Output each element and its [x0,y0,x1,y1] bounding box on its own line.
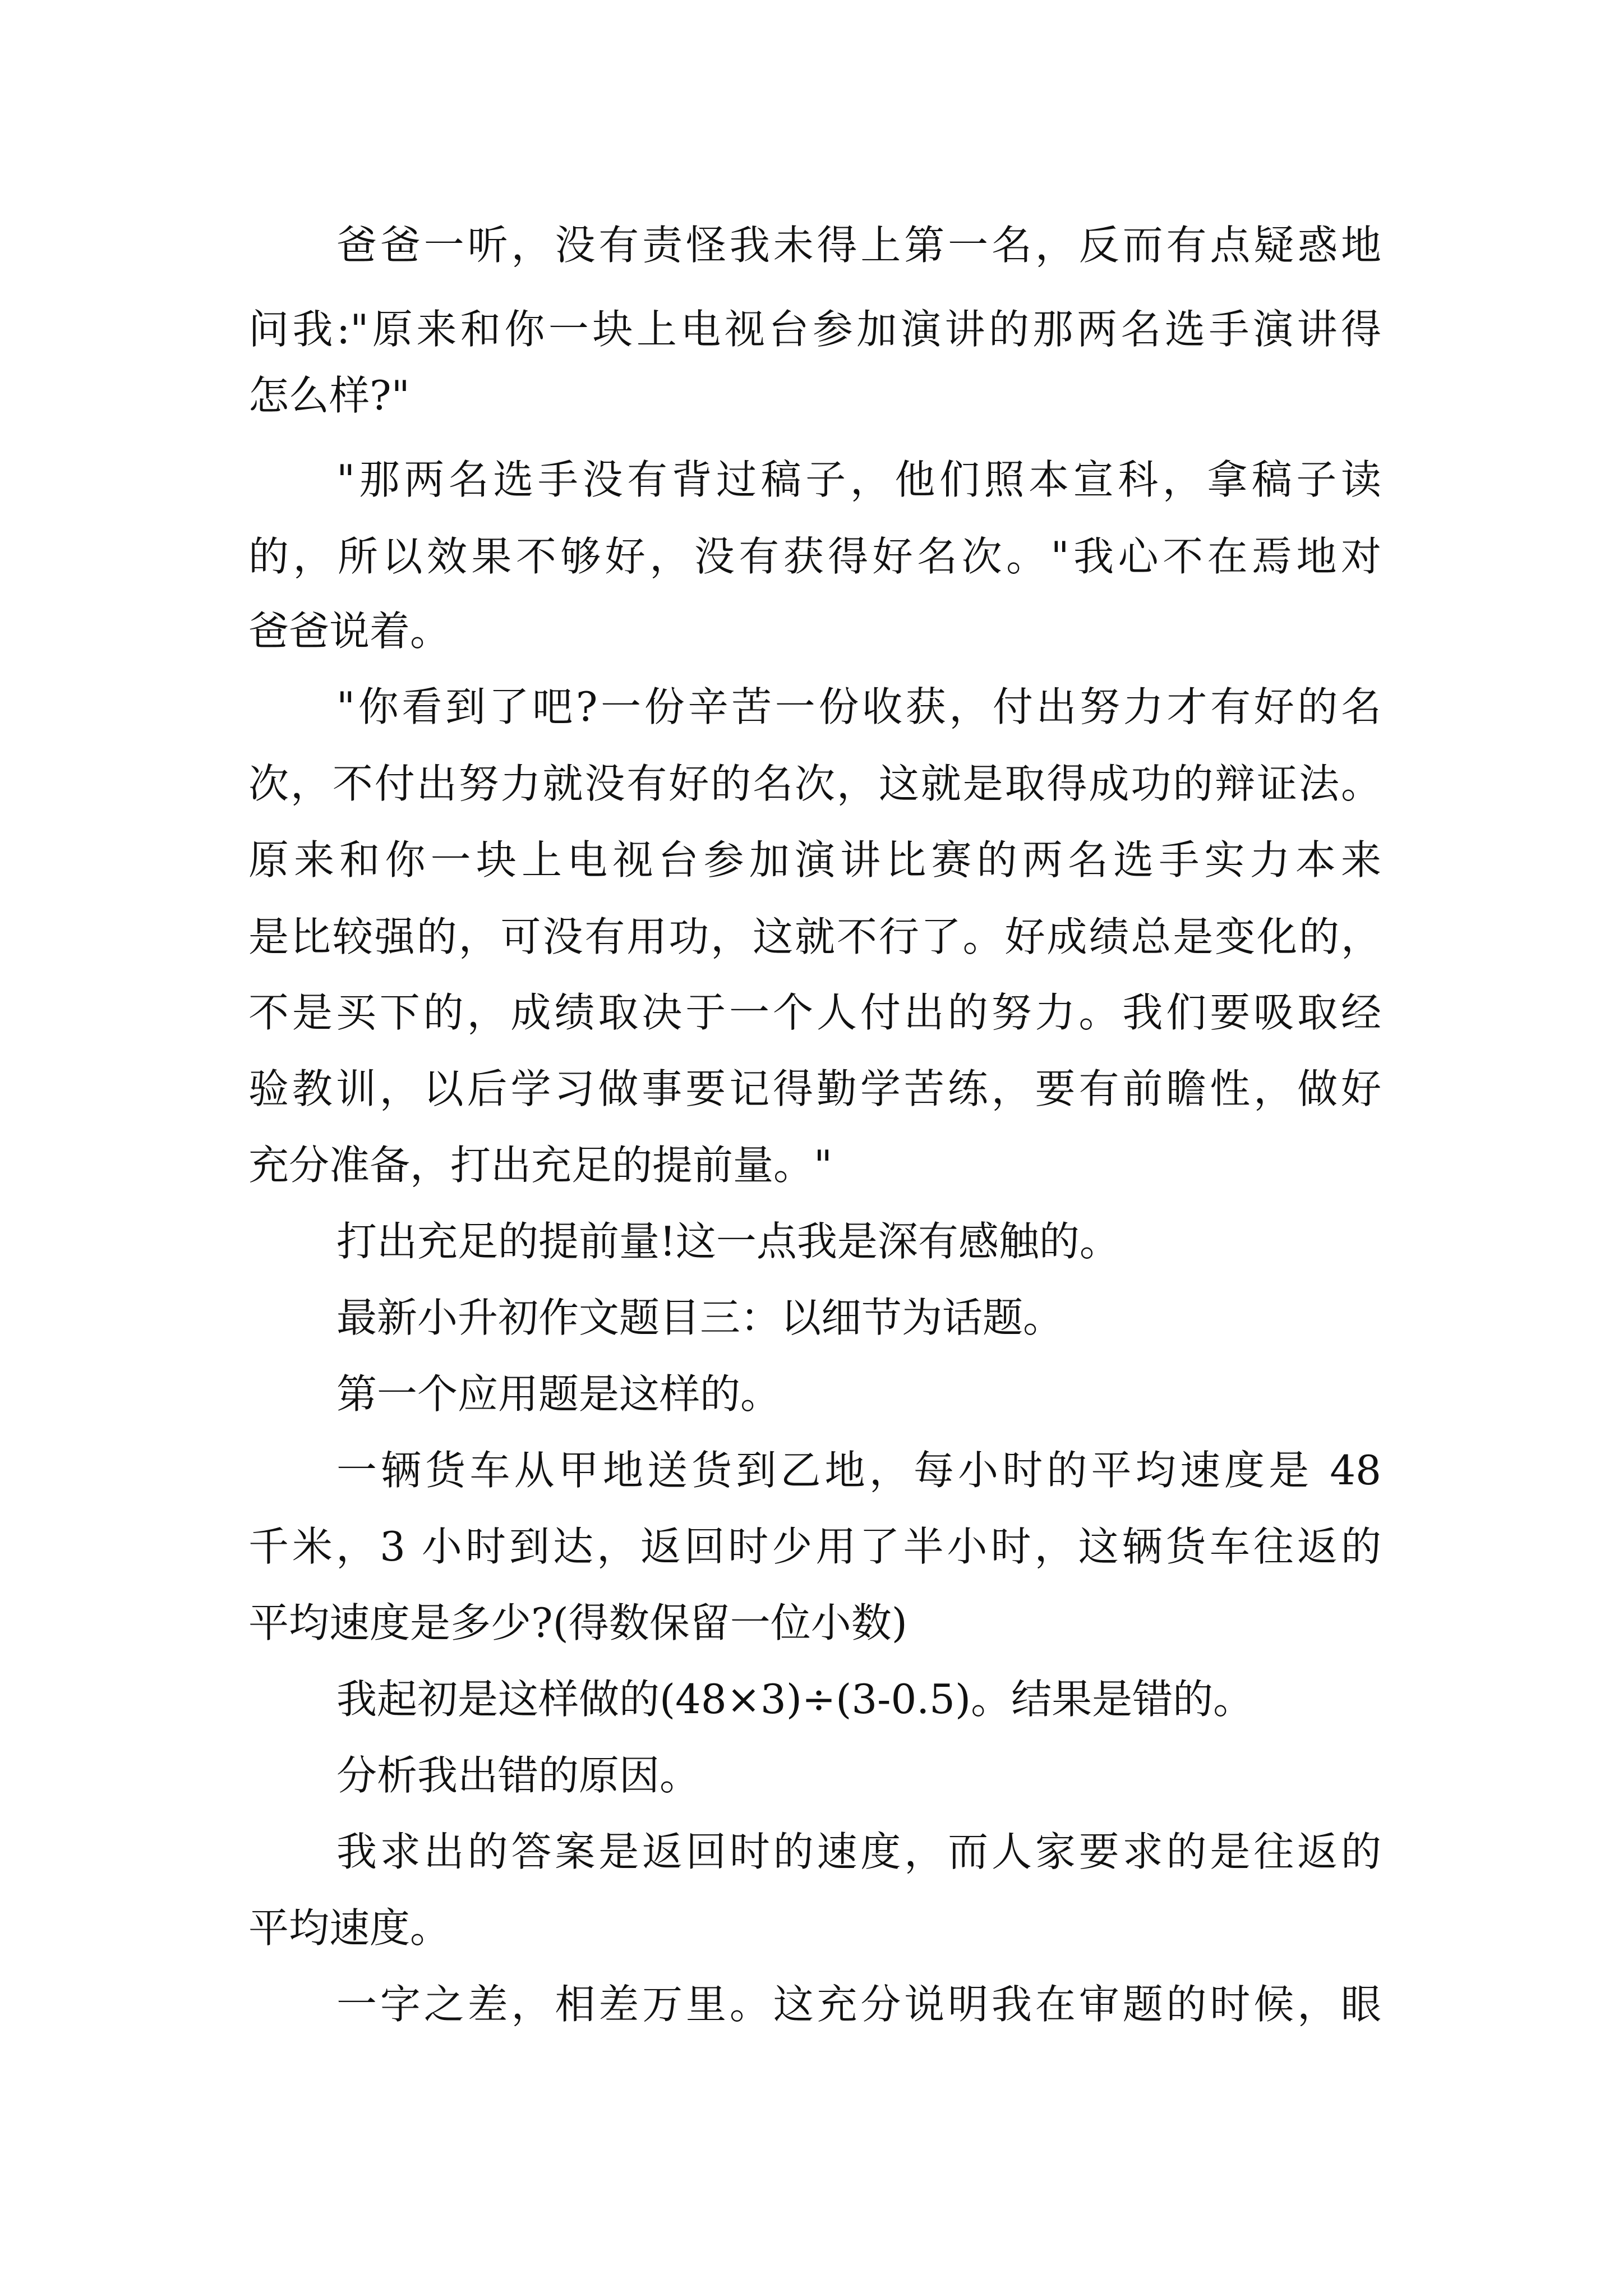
text-line: 是比较强的，可没有用功，这就不行了。好成绩总是变化的， [248,913,1381,960]
text-line: 我求出的答案是返回时的速度，而人家要求的是往返的 [336,1828,1381,1875]
text-line: "你看到了吧?一份辛苦一份收获，付出努力才有好的名 [336,683,1381,730]
text-line: 千米，3 小时到达，返回时少用了半小时，这辆货车往返的 [248,1523,1381,1570]
text-line: 原来和你一块上电视台参加演讲比赛的两名选手实力本来 [248,836,1381,884]
text-line: 第一个应用题是这样的。 [336,1370,781,1418]
text-line: 的，所以效果不够好，没有获得好名次。"我心不在焉地对 [248,533,1381,580]
text-line: "那两名选手没有背过稿子，他们照本宣科，拿稿子读 [336,456,1381,503]
text-line: 爸爸说着。 [248,608,451,655]
text-line: 怎么样?" [248,372,410,419]
text-line: 我起初是这样做的(48×3)÷(3-0.5)。结果是错的。 [336,1676,1254,1723]
text-line: 平均速度。 [248,1904,451,1952]
text-line: 分析我出错的原因。 [336,1752,700,1799]
text-line: 一字之差，相差万里。这充分说明我在审题的时候，眼 [336,1981,1381,2028]
text-line: 平均速度是多少?(得数保留一位小数) [248,1599,907,1646]
text-line: 问我:"原来和你一块上电视台参加演讲的那两名选手演讲得 [248,306,1381,353]
text-line: 爸爸一听，没有责怪我未得上第一名，反而有点疑惑地 [336,222,1381,269]
text-line: 不是买下的，成绩取决于一个人付出的努力。我们要吸取经 [248,989,1381,1036]
text-line: 充分准备，打出充足的提前量。" [248,1142,833,1189]
text-line: 次，不付出努力就没有好的名次，这就是取得成功的辩证法。 [248,760,1381,807]
text-line: 最新小升初作文题目三：以细节为话题。 [336,1294,1064,1341]
text-line: 验教训，以后学习做事要记得勤学苦练，要有前瞻性，做好 [248,1065,1381,1112]
text-line: 打出充足的提前量!这一点我是深有感触的。 [336,1218,1120,1265]
text-line: 一辆货车从甲地送货到乙地，每小时的平均速度是 48 [336,1447,1381,1494]
